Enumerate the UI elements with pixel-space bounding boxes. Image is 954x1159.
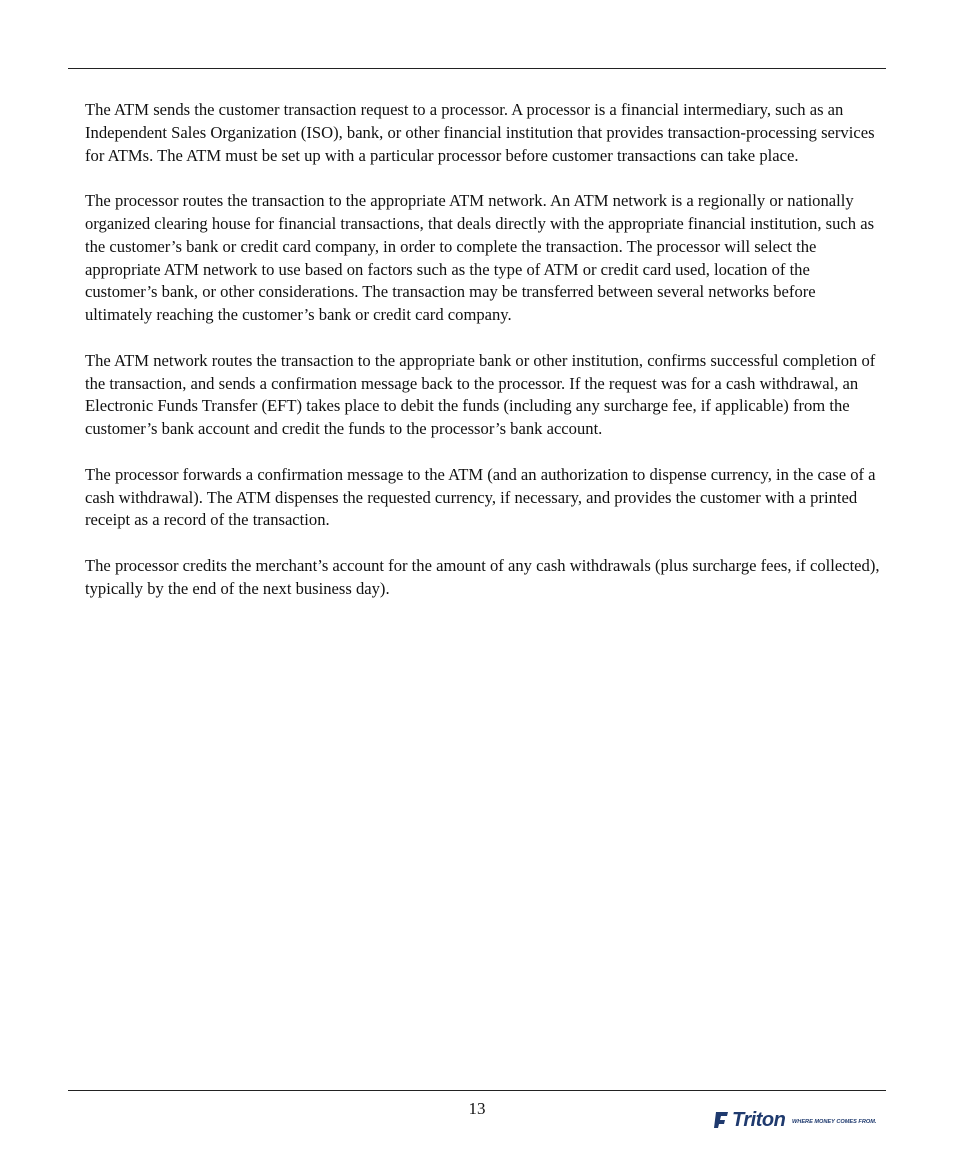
header-rule	[68, 68, 886, 69]
paragraph-processor: The ATM sends the customer transaction request to a processor. A processor is a financial intermediary, such as an Independent Sales Organization (ISO), bank, or other financial institution that provides transaction-processing services for ATMs. The ATM must be set up with a particular processor before customer transactions can take place.	[85, 100, 875, 165]
paragraph-confirmation: The ATM network routes the transaction to the appropriate bank or other institution, confirms successful completion of the transaction, and sends a confirmation message back to the processor. If the request was for a cash withdrawal, an Electronic Funds Transfer (EFT) takes place to debit the funds (including any surcharge fee, if applicable) from the customer’s bank account and credit the funds to the processor’s bank account.	[85, 350, 876, 439]
logo-tagline: WHERE MONEY COMES FROM.	[792, 1119, 877, 1125]
page-number: 13	[468, 1099, 486, 1118]
logo-wordmark: Triton	[732, 1109, 786, 1131]
paragraph-dispense: The processor forwards a confirmation message to the ATM (and an authorization to dispense currency, in the case of a cash withdrawal). The ATM dispenses the requested currency, if necessary, and provides the customer with a printed receipt as a record of the transaction.	[85, 464, 876, 530]
paragraph-network-routing: The processor routes the transaction to the appropriate ATM network. An ATM network is a regionally or nationally organized clearing house for financial transactions, that deals directly with the appropriate financial institution, such as the customer’s bank or credit card company, in order to complete the transaction. The processor will select the appropriate ATM network to use based on factors such as the type of ATM or credit card used, location of the customer’s bank, or other considerations. The transaction may be transferred between several networks before ultimately reaching the customer’s bank or credit card company.	[85, 191, 875, 325]
footer-rule	[68, 1090, 886, 1091]
paragraph-settlement: The processor credits the merchant’s account for the amount of any cash withdrawals (plus surcharge fees, if collected), typically by the end of the next business day).	[85, 555, 880, 598]
body-text	[85, 99, 885, 623]
triton-logo	[712, 1108, 882, 1134]
triton-mark-icon	[712, 1108, 732, 1132]
